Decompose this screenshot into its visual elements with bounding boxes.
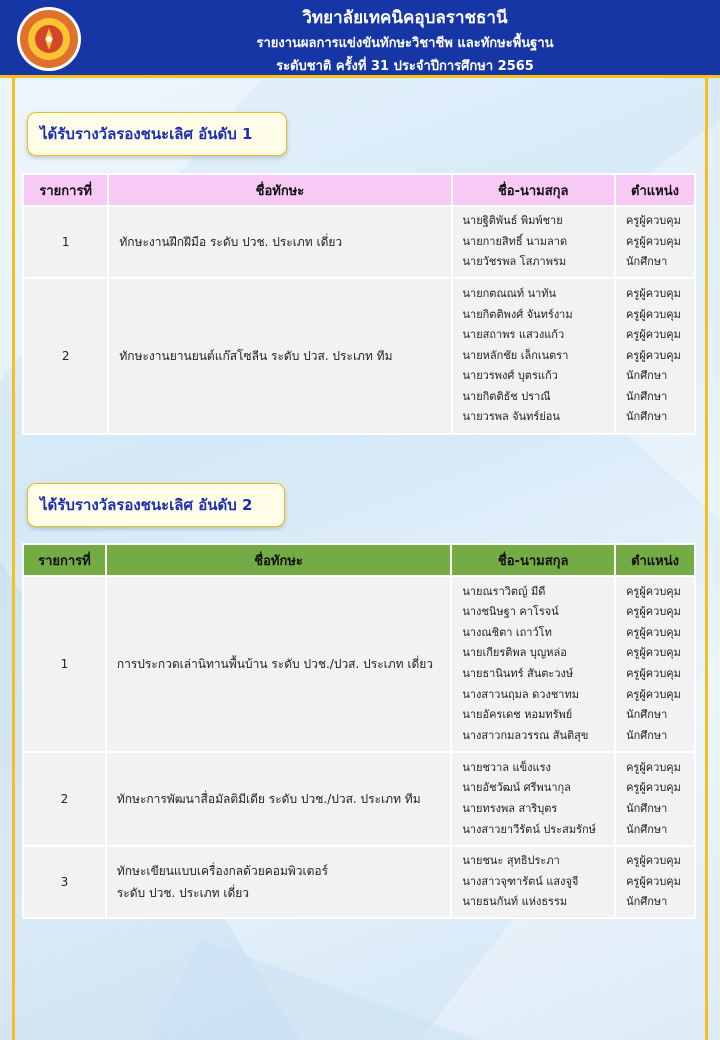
- participant-positions: ครูผู้ควบคุม ครูผู้ควบคุม นักศึกษา: [615, 206, 695, 278]
- row-index: 3: [23, 846, 106, 918]
- table-row: [23, 752, 695, 846]
- row-index: 2: [23, 278, 108, 434]
- col-position-header: ตำแหน่ง: [615, 174, 695, 206]
- report-subtitle: รายงานผลการแข่งขันทักษะวิชาชีพ และทักษะพื้นฐาน: [256, 36, 554, 51]
- col-position-header: ตำแหน่ง: [615, 544, 695, 576]
- participant-names: นายชวาล แข็งแรง นายอัชวัฒน์ ศรีพนากุล นายทรงพล สาริบุตร นางสาวยาวีรัตน์ ประสมรักษ์: [451, 752, 615, 846]
- page-header: [0, 0, 720, 78]
- table-header-row: [23, 544, 695, 576]
- table-row: [23, 576, 695, 752]
- award-heading-1: ได้รับรางวัลรองชนะเลิศ อันดับ 1: [27, 112, 287, 156]
- table-row: [23, 846, 695, 918]
- col-index-header: รายการที่: [23, 544, 106, 576]
- col-skill-header: ชื่อทักษะ: [106, 544, 451, 576]
- col-name-header: ชื่อ-นามสกุล: [452, 174, 616, 206]
- participant-names: นายฐิติพันธ์ พิมพ์ชาย นายกายสิทธิ์ นามลาด นายวัชรพล โสภาพรม: [452, 206, 616, 278]
- participant-positions: ครูผู้ควบคุม ครูผู้ควบคุม ครูผู้ควบคุม ครูผู้ควบคุม นักศึกษา นักศึกษา นักศึกษา: [615, 278, 695, 434]
- participant-positions: ครูผู้ควบคุม ครูผู้ควบคุม นักศึกษา นักศึกษา: [615, 752, 695, 846]
- col-name-header: ชื่อ-นามสกุล: [451, 544, 615, 576]
- college-emblem-icon: [16, 6, 82, 72]
- row-index: 1: [23, 576, 106, 752]
- right-gold-rule: [705, 78, 708, 1040]
- participant-names: นายณราวิตญ์ มีดี นางชนิษฐา คาโรจน์ นางณชิตา เถาว์โท นายเกียรติพล บุญหล่อ นายธานินทร์ สันตะวงษ์ นางสาวนฤมล ดวงชาทม นายอัครเดช หอมทรัพย์ นางสาวกมลวรรณ สันติสุข: [451, 576, 615, 752]
- participant-names: นายชนะ สุทธิประภา นางสาวจุฑารัตน์ แสงจูจี นายธนกันท์ แห่งธรรม: [451, 846, 615, 918]
- college-title: วิทยาลัยเทคนิคอุบลราชธานี: [302, 8, 508, 28]
- row-index: 2: [23, 752, 106, 846]
- table-row: [23, 278, 695, 434]
- skill-name: ทักษะงานฝึกฝีมือ ระดับ ปวช. ประเภท เดี่ยว: [108, 206, 451, 278]
- competition-level: ระดับชาติ ครั้งที่ 31 ประจำปีการศึกษา 2565: [276, 59, 534, 74]
- results-table-2: [22, 543, 696, 919]
- participant-positions: ครูผู้ควบคุม ครูผู้ควบคุม ครูผู้ควบคุม ครูผู้ควบคุม ครูผู้ควบคุม ครูผู้ควบคุม นักศึกษา นักศึกษา: [615, 576, 695, 752]
- col-index-header: รายการที่: [23, 174, 108, 206]
- results-table-1: [22, 173, 696, 435]
- left-gold-rule: [12, 78, 15, 1040]
- row-index: 1: [23, 206, 108, 278]
- award-heading-2: ได้รับรางวัลรองชนะเลิศ อันดับ 2: [27, 483, 285, 527]
- skill-name: ทักษะเขียนแบบเครื่องกลด้วยคอมพิวเตอร์ ระดับ ปวช. ประเภท เดี่ยว: [106, 846, 451, 918]
- skill-name: การประกวดเล่านิทานพื้นบ้าน ระดับ ปวช./ปวส. ประเภท เดี่ยว: [106, 576, 451, 752]
- skill-name: ทักษะงานยานยนต์แก๊สโซลีน ระดับ ปวส. ประเภท ทีม: [108, 278, 451, 434]
- skill-name: ทักษะการพัฒนาสื่อมัลติมีเดีย ระดับ ปวช./ปวส. ประเภท ทีม: [106, 752, 451, 846]
- participant-positions: ครูผู้ควบคุม ครูผู้ควบคุม นักศึกษา: [615, 846, 695, 918]
- participant-names: นายกตณณท์ นาทัน นายกิตติพงศ์ จันทร์งาม นายสถาพร แสวงแก้ว นายหลักชัย เล็กเนตรา นายวรพงศ์ บุตรแก้ว นายกิตติธัช ปราณี นายวรพล จันทร์ย่อน: [452, 278, 616, 434]
- table-row: [23, 206, 695, 278]
- table-header-row: [23, 174, 695, 206]
- col-skill-header: ชื่อทักษะ: [108, 174, 451, 206]
